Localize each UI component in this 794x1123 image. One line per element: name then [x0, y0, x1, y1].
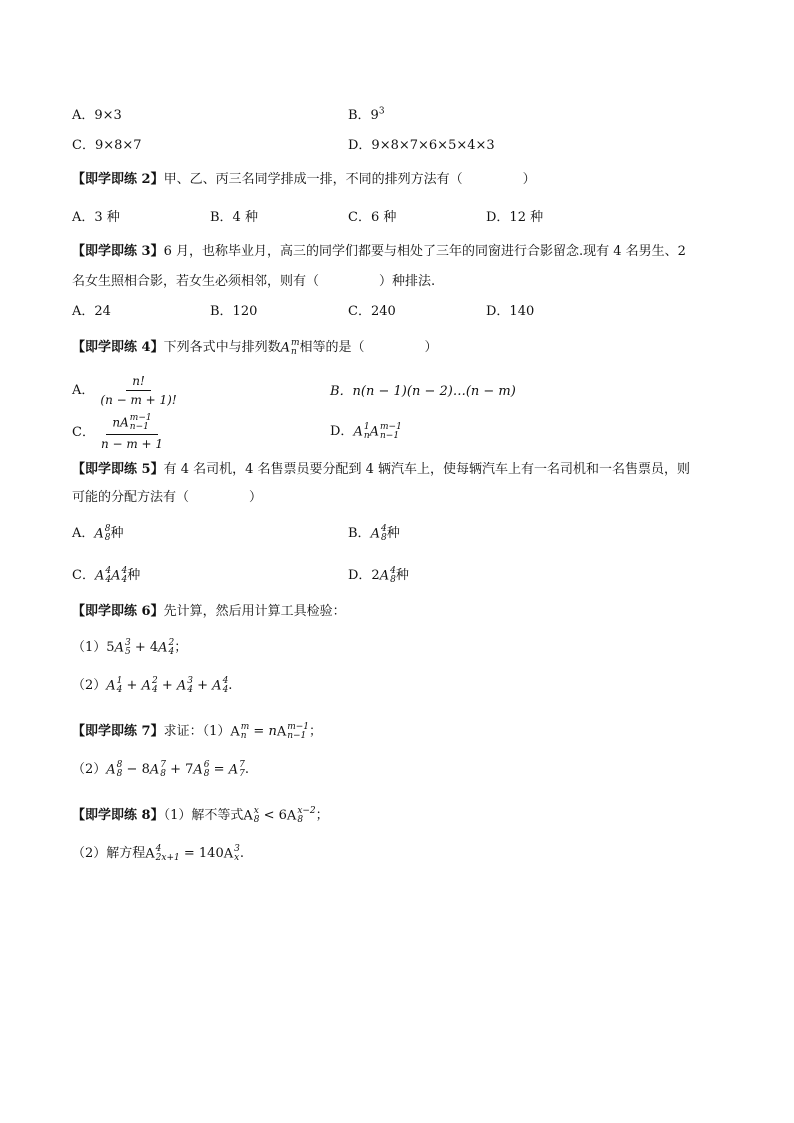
q2-stem: 【即学即练 2】甲、乙、丙三名同学排成一排，不同的排列方法有（ ）: [72, 172, 536, 187]
q2-options: [72, 206, 732, 226]
q4-stem: 【即学即练 4】下列各式中与排列数A m n 相等的是（ ）: [72, 337, 438, 357]
q2-option-d: D．12 种: [486, 210, 544, 225]
q4-tag: 【即学即练 4】: [72, 340, 164, 355]
q4-option-c: C． nA m−1 n−1 n − m + 1: [72, 413, 164, 451]
q1-option-a: A．9×3: [72, 108, 122, 123]
q1-option-c: C．9×8×7: [72, 138, 142, 153]
q4-option-a: A． $\frac{n!}{(n - m + 1)!}$: [72, 374, 177, 407]
q5-options-row-1: [72, 522, 732, 542]
q7-tag: 【即学即练 7】: [72, 724, 164, 739]
q7-stem: 【即学即练 7】求证：（1）A m n = nA m−1 n−1 ；: [72, 721, 323, 741]
q4-option-b: B．n(n − 1)(n − 2)…(n − m): [330, 384, 516, 399]
q5-option-a: A．A 8 8 种: [72, 523, 124, 543]
permutation-symbol: A m n: [280, 337, 300, 357]
q2-tag: 【即学即练 2】: [72, 172, 164, 187]
q5-option-c: C．A 4 4 A 4 4 种: [72, 565, 141, 585]
q3-tag: 【即学即练 3】: [72, 244, 164, 259]
q3-stem-line-1: 【即学即练 3】6 月，也称毕业月，高三的同学们都要与相处了三年的同窗进行合影留念.现有 4 名男生、2: [72, 244, 686, 259]
q4-options-row-2: [72, 410, 732, 451]
q5-option-b: B．A 4 8 种: [348, 523, 400, 543]
q8-part-2: （2）解方程A 4 2x+1 = 140A 3 x .: [72, 843, 244, 863]
q6-stem: 【即学即练 6】先计算，然后用计算工具检验：: [72, 604, 346, 619]
q3-option-a: A．24: [72, 304, 111, 319]
q3-option-c: C．240: [348, 304, 396, 319]
q4-options-row-1: [72, 368, 732, 407]
q8-tag: 【即学即练 8】: [72, 808, 164, 823]
q3-option-d: D．140: [486, 304, 535, 319]
q6-part-2: （2）A 1 4 + A 2 4 + A 3 4 + A 4 4 .: [72, 675, 233, 695]
q1-option-d: D．9×8×7×6×5×4×3: [348, 138, 495, 153]
q7-part-2: （2）A 8 8 − 8A 7 8 + 7A 6 8 = A 7 7 .: [72, 759, 249, 779]
q3-option-b: B．120: [210, 304, 258, 319]
q6-tag: 【即学即练 6】: [72, 604, 164, 619]
q1-options-row-2: [72, 134, 732, 154]
q2-option-b: B．4 种: [210, 210, 258, 225]
q5-stem-line-2: 可能的分配方法有（ ）: [72, 490, 263, 505]
q2-option-a: A．3 种: [72, 210, 120, 225]
q5-tag: 【即学即练 5】: [72, 462, 164, 477]
q3-stem-line-2: 名女生照相合影，若女生必须相邻，则有（ ）种排法.: [72, 274, 436, 289]
q5-options-row-2: [72, 564, 732, 584]
q2-option-c: C．6 种: [348, 210, 397, 225]
q1-options-row-1: [72, 104, 732, 124]
q1-option-b: B．$9^3$: [348, 106, 385, 123]
q4-option-d: D．A 1 n A m−1 n−1: [330, 421, 402, 441]
q5-stem-line-1: 【即学即练 5】有 4 名司机，4 名售票员要分配到 4 辆汽车上，使每辆汽车上有一名司机和一名售票员，则: [72, 462, 691, 477]
q6-part-1: （1）5A 3 5 + 4A 2 4 ；: [72, 637, 188, 657]
q3-options: [72, 300, 732, 320]
q5-option-d: D．2A 4 8 种: [348, 565, 409, 585]
q8-stem: 【即学即练 8】（1）解不等式A x 8 < 6A x−2 8 ；: [72, 805, 329, 825]
q2-text: 甲、乙、丙三名同学排成一排，不同的排列方法有（: [163, 172, 463, 187]
